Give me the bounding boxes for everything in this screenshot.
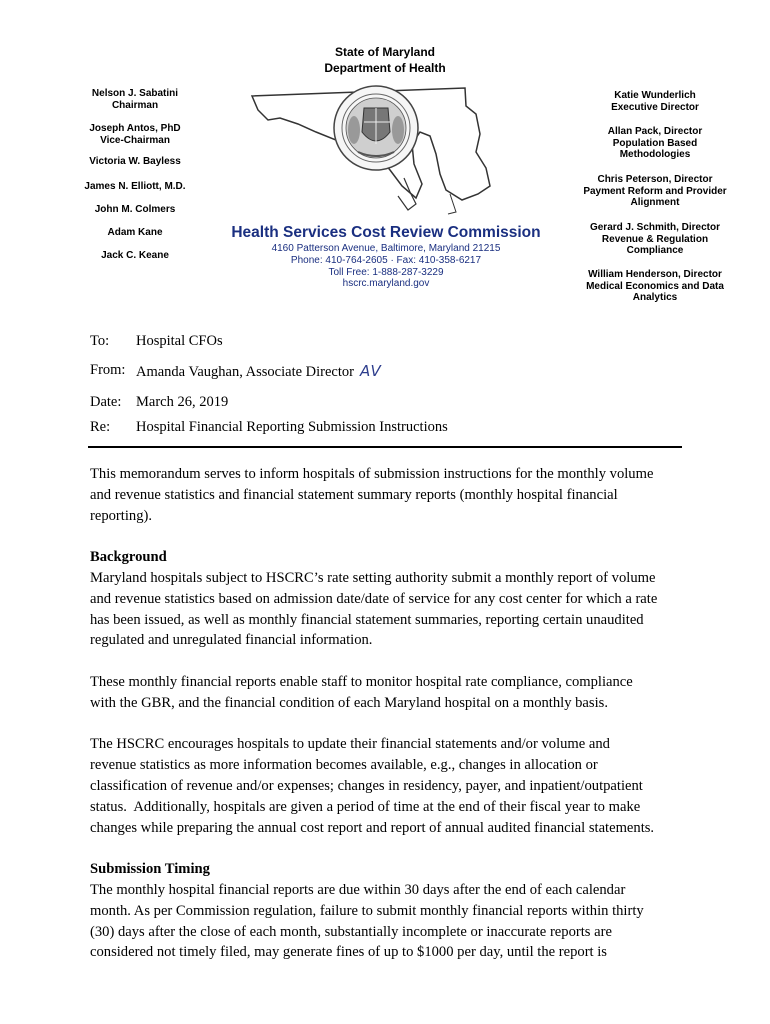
- memo-re-value: Hospital Financial Reporting Submission Instructions: [136, 419, 448, 435]
- staff-item: Katie Wunderlich Executive Director: [611, 90, 699, 113]
- background-heading: Background: [90, 549, 167, 566]
- memo-date-label: Date:: [90, 394, 122, 410]
- commission-address: 4160 Patterson Avenue, Baltimore, Maryland 21215: [271, 243, 501, 254]
- commissioner-item: Nelson J. Sabatini Chairman: [91, 88, 179, 111]
- memo-from-label: From:: [90, 362, 126, 378]
- department-name: Department of Health: [324, 61, 446, 75]
- staff-item: Gerard J. Schmith, Director Revenue & Regulation Compliance: [589, 222, 721, 256]
- commission-block: [225, 223, 547, 290]
- memo-body: [90, 464, 690, 963]
- commission-phone: Phone: 410-764-2605 · Fax: 410-358-6217: [290, 254, 482, 266]
- state-name: State of Maryland: [334, 45, 436, 59]
- commission-toll-free: Toll Free: 1-888-287-3229: [328, 266, 444, 278]
- memo-to-label: To:: [90, 333, 110, 349]
- commissioner-item: James N. Elliott, M.D.: [84, 181, 186, 192]
- maryland-map-icon: [240, 74, 540, 224]
- memo-to-value: Hospital CFOs: [136, 333, 223, 349]
- state-header: [0, 44, 770, 76]
- submission-timing-paragraph: The monthly hospital financial reports are due within 30 days after the end of each calendar month. As per Commission regulation, failure to submit monthly financial reports within thirty (30) days after the close of each month, substantially incomplete or inaccurate reports are considered not timely filed, may generate fines of up to $1000 per day, until the report is: [90, 881, 644, 961]
- header-divider: [88, 446, 682, 448]
- staff-item: Allan Pack, Director Population Based Methodologies: [607, 126, 703, 160]
- maryland-map-seal: [240, 74, 540, 224]
- memo-from-value: Amanda Vaughan, Associate Director: [136, 364, 354, 380]
- background-paragraph-3: The HSCRC encourages hospitals to update their financial statements and/or volume and revenue statistics as more information becomes available, e.g., changes in allocation or classification of revenue and/or expenses; changes in residency, payer, and inpatient/outpatient status. Additionally, hospitals are given a period of time at the end of their fiscal year to make changes while preparing the annual cost report and report of annual audited financial statements.: [90, 736, 655, 836]
- intro-paragraph: This memorandum serves to inform hospitals of submission instructions for the monthly volume and revenue statistics and financial statement summary reports (monthly hospital financial reporting).: [90, 466, 654, 524]
- commissioner-item: Adam Kane: [107, 227, 163, 238]
- staff-item: William Henderson, Director Medical Economics and Data Analytics: [586, 269, 724, 303]
- commission-website[interactable]: hscrc.maryland.gov: [342, 278, 430, 290]
- commission-name: Health Services Cost Review Commission: [231, 224, 541, 241]
- initials-signature: AV: [359, 362, 382, 380]
- staff-item: Chris Peterson, Director Payment Reform and Provider Alignment: [583, 174, 727, 208]
- memo-re-label: Re:: [90, 419, 111, 435]
- submission-timing-heading: Submission Timing: [90, 861, 210, 878]
- memo-date-value: March 26, 2019: [136, 394, 229, 410]
- commissioner-item: Victoria W. Bayless: [89, 156, 181, 167]
- commissioner-item: John M. Colmers: [94, 204, 176, 215]
- background-paragraph-2: These monthly financial reports enable staff to monitor hospital rate compliance, compliance with the GBR, and the financial condition of each Maryland hospital on a monthly basis.: [90, 673, 633, 711]
- commissioner-item: Jack C. Keane: [101, 250, 169, 261]
- background-paragraph-1: Maryland hospitals subject to HSCRC’s rate setting authority submit a monthly report of volume and revenue statistics based on admission date/date of service for any cost center for which a rate has been issued, as well as monthly financial statement summaries, reporting certain unaudited regulated and unregulated financial information.: [90, 569, 658, 649]
- commissioner-item: Joseph Antos, PhD Vice-Chairman: [89, 123, 181, 146]
